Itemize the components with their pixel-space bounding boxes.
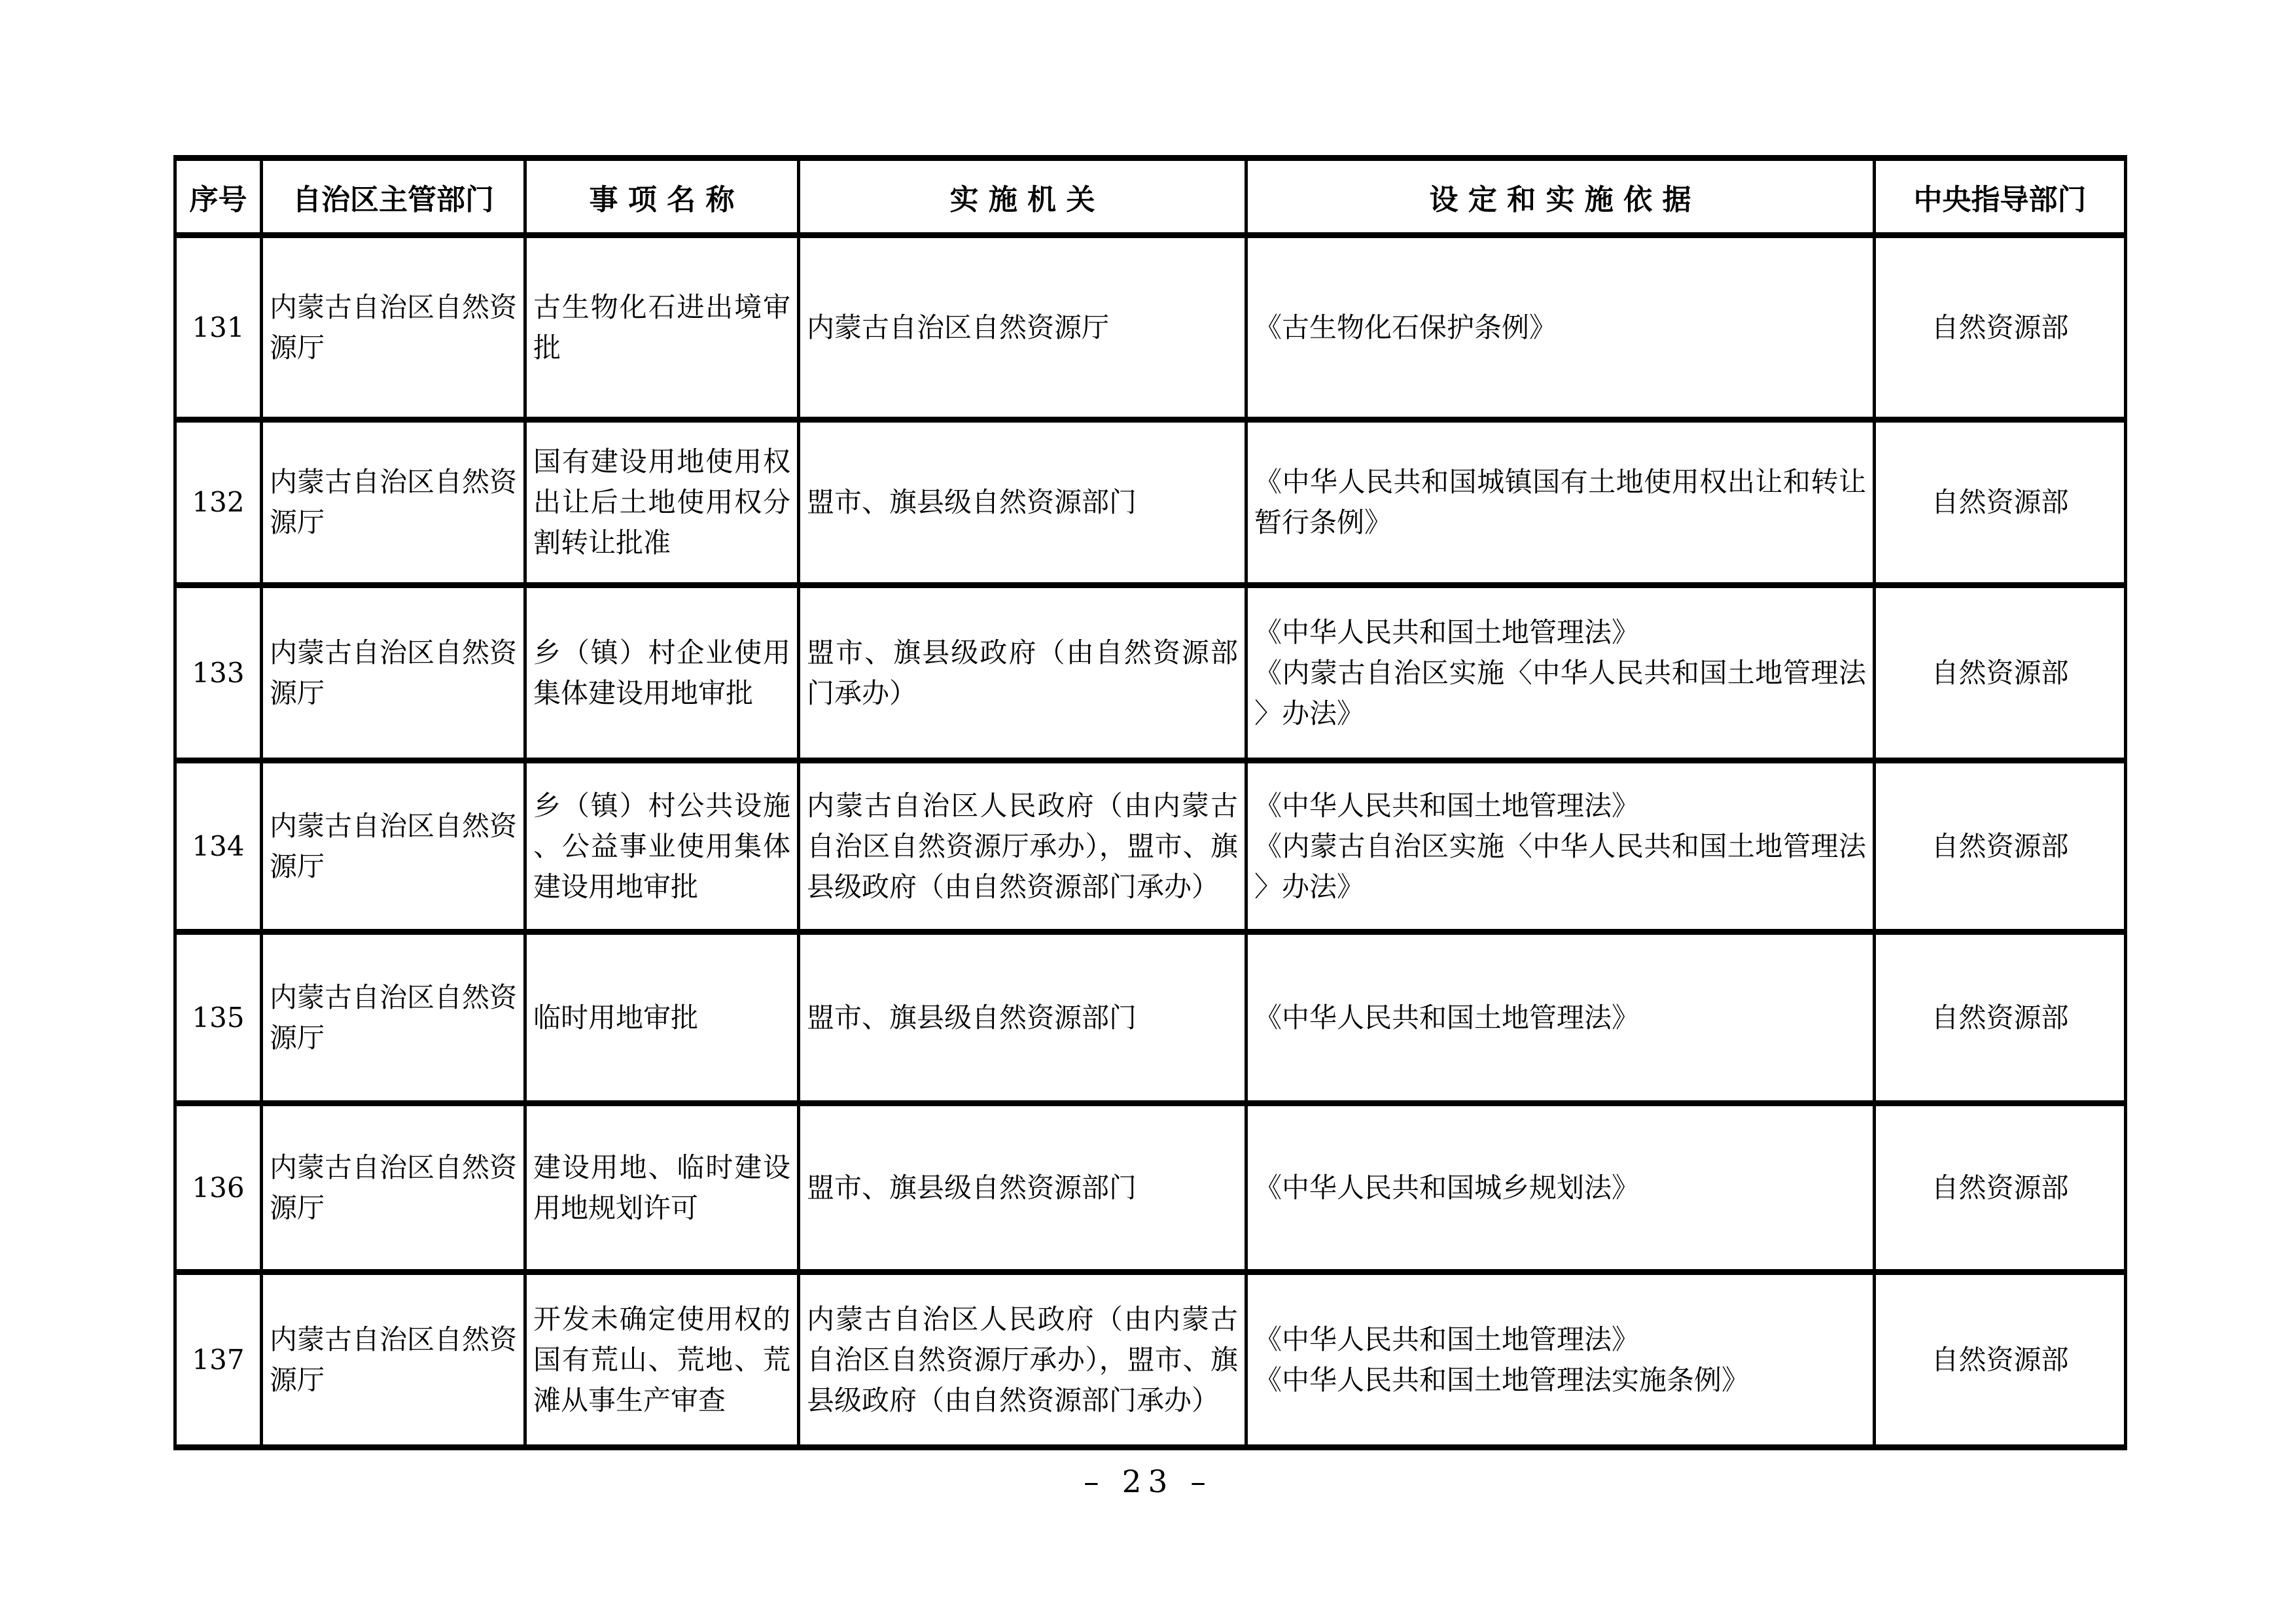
- legal-basis-line: 《中华人民共和国土地管理法》: [1254, 616, 1640, 648]
- cell-item-name: 建设用地、临时建设用地规划许可: [525, 1104, 799, 1272]
- cell-central-department: 自然资源部: [1875, 420, 2126, 585]
- cell-implementing-agency: 内蒙古自治区自然资源厅: [799, 236, 1246, 420]
- cell-central-department: 自然资源部: [1875, 761, 2126, 932]
- table-row: [175, 1104, 2126, 1272]
- cell-region-department: 内蒙古自治区自然资源厅: [262, 585, 525, 761]
- cell-implementing-agency: 盟市、旗县级自然资源部门: [799, 932, 1246, 1104]
- table-row: [175, 761, 2126, 932]
- cell-serial-number: 133: [175, 585, 262, 761]
- legal-basis-line: 《中华人民共和国土地管理法》: [1254, 1001, 1640, 1034]
- cell-central-department: 自然资源部: [1875, 1272, 2126, 1448]
- cell-item-name: 古生物化石进出境审批: [525, 236, 799, 420]
- approval-items-table: [173, 155, 2127, 1450]
- col-header-implementing-agency: 实 施 机 关: [799, 158, 1246, 236]
- table-row: [175, 1272, 2126, 1448]
- cell-serial-number: 131: [175, 236, 262, 420]
- legal-basis-line: 《中华人民共和国土地管理法实施条例》: [1254, 1363, 1750, 1396]
- cell-legal-basis: [1246, 932, 1875, 1104]
- cell-implementing-agency: 内蒙古自治区人民政府（由内蒙古自治区自然资源厅承办），盟市、旗县级政府（由自然资源部门承办）: [799, 1272, 1246, 1448]
- legal-basis-line: 《中华人民共和国城镇国有土地使用权出让和转让暂行条例》: [1254, 466, 1866, 538]
- page-number: – 23 –: [1084, 1464, 1212, 1500]
- cell-serial-number: 134: [175, 761, 262, 932]
- cell-central-department: 自然资源部: [1875, 932, 2126, 1104]
- legal-basis-line: 《中华人民共和国城乡规划法》: [1254, 1171, 1640, 1204]
- cell-serial-number: 136: [175, 1104, 262, 1272]
- cell-serial-number: 137: [175, 1272, 262, 1448]
- cell-legal-basis: [1246, 761, 1875, 932]
- cell-item-name: 国有建设用地使用权出让后土地使用权分割转让批准: [525, 420, 799, 585]
- legal-basis-line: 《中华人民共和国土地管理法》: [1254, 789, 1640, 822]
- cell-region-department: 内蒙古自治区自然资源厅: [262, 932, 525, 1104]
- col-header-legal-basis: 设 定 和 实 施 依 据: [1246, 158, 1875, 236]
- cell-central-department: 自然资源部: [1875, 236, 2126, 420]
- col-header-region-department: 自治区主管部门: [262, 158, 525, 236]
- cell-central-department: 自然资源部: [1875, 585, 2126, 761]
- cell-item-name: 乡（镇）村企业使用集体建设用地审批: [525, 585, 799, 761]
- table-row: [175, 585, 2126, 761]
- cell-item-name: 临时用地审批: [525, 932, 799, 1104]
- cell-serial-number: 135: [175, 932, 262, 1104]
- legal-basis-line: 《古生物化石保护条例》: [1254, 311, 1557, 343]
- cell-implementing-agency: 盟市、旗县级自然资源部门: [799, 420, 1246, 585]
- table-row: [175, 932, 2126, 1104]
- col-header-item-name: 事 项 名 称: [525, 158, 799, 236]
- table-header-row: [175, 158, 2126, 236]
- cell-legal-basis: [1246, 236, 1875, 420]
- cell-region-department: 内蒙古自治区自然资源厅: [262, 1104, 525, 1272]
- legal-basis-line: 《内蒙古自治区实施〈中华人民共和国土地管理法〉办法》: [1254, 656, 1866, 729]
- cell-region-department: 内蒙古自治区自然资源厅: [262, 1272, 525, 1448]
- col-header-serial-number: 序号: [175, 158, 262, 236]
- cell-legal-basis: [1246, 420, 1875, 585]
- cell-region-department: 内蒙古自治区自然资源厅: [262, 420, 525, 585]
- table-row: [175, 236, 2126, 420]
- cell-region-department: 内蒙古自治区自然资源厅: [262, 761, 525, 932]
- cell-legal-basis: [1246, 1272, 1875, 1448]
- cell-legal-basis: [1246, 585, 1875, 761]
- cell-implementing-agency: 盟市、旗县级政府（由自然资源部门承办）: [799, 585, 1246, 761]
- cell-region-department: 内蒙古自治区自然资源厅: [262, 236, 525, 420]
- table-row: [175, 420, 2126, 585]
- cell-item-name: 乡（镇）村公共设施、公益事业使用集体建设用地审批: [525, 761, 799, 932]
- cell-implementing-agency: 内蒙古自治区人民政府（由内蒙古自治区自然资源厅承办），盟市、旗县级政府（由自然资源部门承办）: [799, 761, 1246, 932]
- cell-central-department: 自然资源部: [1875, 1104, 2126, 1272]
- cell-serial-number: 132: [175, 420, 262, 585]
- legal-basis-line: 《中华人民共和国土地管理法》: [1254, 1323, 1640, 1355]
- cell-item-name: 开发未确定使用权的国有荒山、荒地、荒滩从事生产审查: [525, 1272, 799, 1448]
- cell-legal-basis: [1246, 1104, 1875, 1272]
- col-header-central-department: 中央指导部门: [1875, 158, 2126, 236]
- legal-basis-line: 《内蒙古自治区实施〈中华人民共和国土地管理法〉办法》: [1254, 829, 1866, 903]
- cell-implementing-agency: 盟市、旗县级自然资源部门: [799, 1104, 1246, 1272]
